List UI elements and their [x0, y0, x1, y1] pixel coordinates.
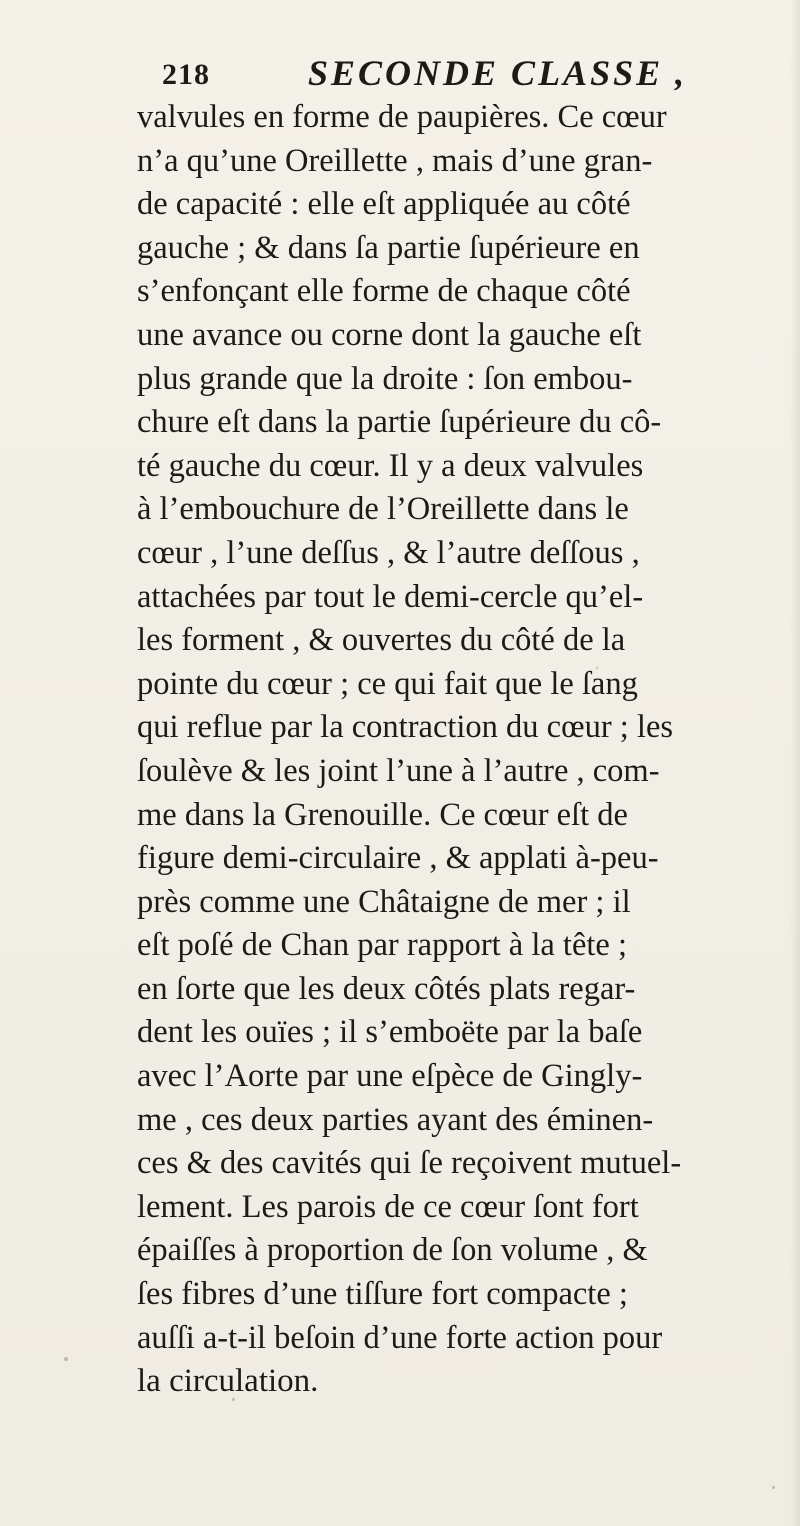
text-line: cœur , l’une deſſus , & l’autre deſſous ,: [137, 534, 640, 571]
text-line: n’a qu’une Oreillette , mais d’une gran-: [137, 142, 653, 179]
text-line: ces & des cavités qui ſe reçoivent mutuel-: [137, 1145, 682, 1182]
text-line: près comme une Châtaigne de mer ; il: [137, 883, 631, 920]
text-line: ſes fibres d’une tiſſure fort compacte ;: [137, 1276, 628, 1313]
text-line: chure eſt dans la partie ſupérieure du cô-: [137, 404, 662, 441]
text-line: gauche ; & dans ſa partie ſupérieure en: [137, 229, 640, 266]
text-line: eſt poſé de Chan par rapport à la tête ;: [137, 927, 627, 964]
text-line: les forment , & ouvertes du côté de la: [137, 622, 626, 659]
text-line: lement. Les parois de ce cœur ſont fort: [137, 1188, 639, 1225]
paper-speck: [596, 667, 598, 669]
text-line: ſoulève & les joint l’une à l’autre , com-: [137, 752, 660, 789]
text-line: figure demi-circulaire , & applati à-peu-: [137, 840, 659, 877]
text-line: valvules en forme de paupières. Ce cœur: [137, 99, 667, 135]
page-header: [162, 52, 782, 102]
text-line: auſſi a-t-il beſoin d’une forte action pour: [137, 1319, 663, 1356]
text-line: avec l’Aorte par une eſpèce de Gingly-: [137, 1058, 643, 1095]
text-line: me , ces deux parties ayant des éminen-: [137, 1101, 654, 1138]
text-line: qui reflue par la contraction du cœur ; les: [137, 709, 674, 746]
text-line: té gauche du cœur. Il y a deux valvules: [137, 447, 644, 484]
paper-speck: [232, 1398, 235, 1401]
text-line: pointe du cœur ; ce qui fait que le ſang: [137, 665, 638, 702]
text-line: me dans la Grenouille. Ce cœur eſt de: [137, 796, 628, 833]
text-line: épaiſſes à proportion de ſon volume , &: [137, 1232, 648, 1269]
text-line: s’enfonçant elle forme de chaque côté: [137, 273, 631, 310]
page-number: 218: [162, 58, 210, 91]
paper-speck: [772, 1486, 775, 1489]
text-line: dent les ouïes ; il s’emboëte par la baſe: [137, 1014, 643, 1051]
running-head: SECONDE CLASSE ,: [308, 53, 688, 93]
text-line: une avance ou corne dont la gauche eſt: [137, 316, 642, 353]
paper-speck: [64, 1357, 68, 1361]
text-line: attachées par tout le demi-cercle qu’el-: [137, 578, 644, 615]
text-line: à l’embouchure de l’Oreillette dans le: [137, 491, 629, 528]
text-line: de capacité : elle eſt appliquée au côté: [137, 186, 631, 223]
text-line: la circulation.: [137, 1363, 319, 1400]
text-line: plus grande que la droite : ſon embou-: [137, 360, 633, 397]
text-line: en ſorte que les deux côtés plats regar-: [137, 970, 636, 1007]
body-text: [137, 96, 797, 1404]
